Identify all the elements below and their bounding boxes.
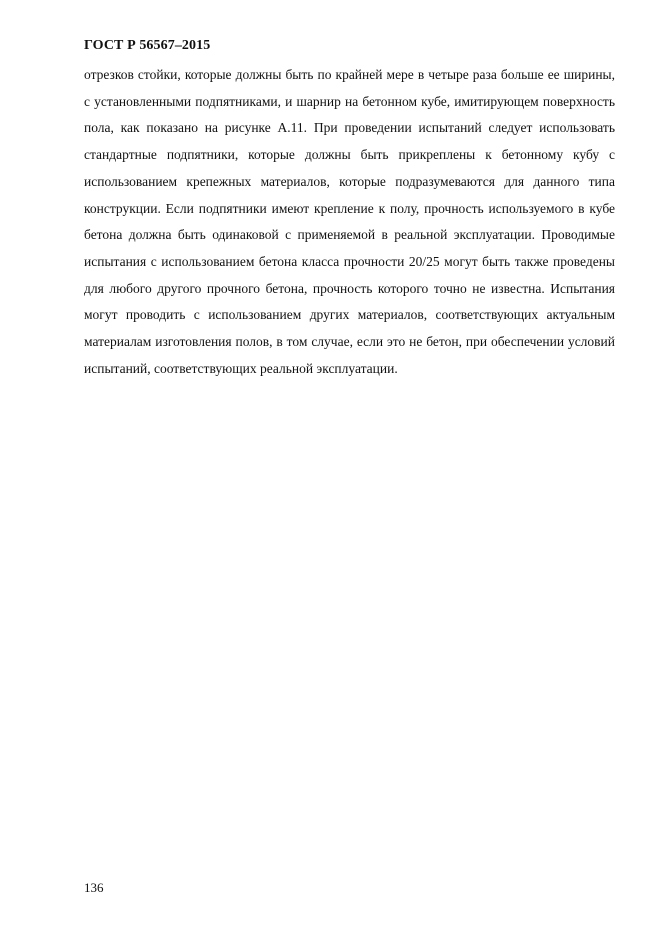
page-number: 136	[84, 880, 104, 895]
document-header-title: ГОСТ Р 56567–2015	[84, 38, 211, 53]
body-paragraph: отрезков стойки, которые должны быть по крайней мере в четыре раза больше ее ширины, с установленными подпятниками, и шарнир на бетонном кубе, имитирующем поверхность пола, как показано на рисунке А.11. При проведении испытаний следует использовать стандартные подпятники, которые должны быть прикреплены к бетонному кубу с использованием крепежных материалов, которые подразумеваются для данного типа конструкции. Если подпятники имеют крепление к полу, прочность используемого в кубе бетона должна быть одинаковой с применяемой в реальной эксплуатации. Проводимые испытания с использованием бетона класса прочности 20/25 могут быть также проведены для любого другого прочного бетона, прочность которого точно не известна. Испытания могут проводить с использованием других материалов, соответствующих актуальным материалам изготовления полов, в том случае, если это не бетон, при обеспечении условий испытаний, соответствующих реальной эксплуатации.	[84, 67, 615, 376]
